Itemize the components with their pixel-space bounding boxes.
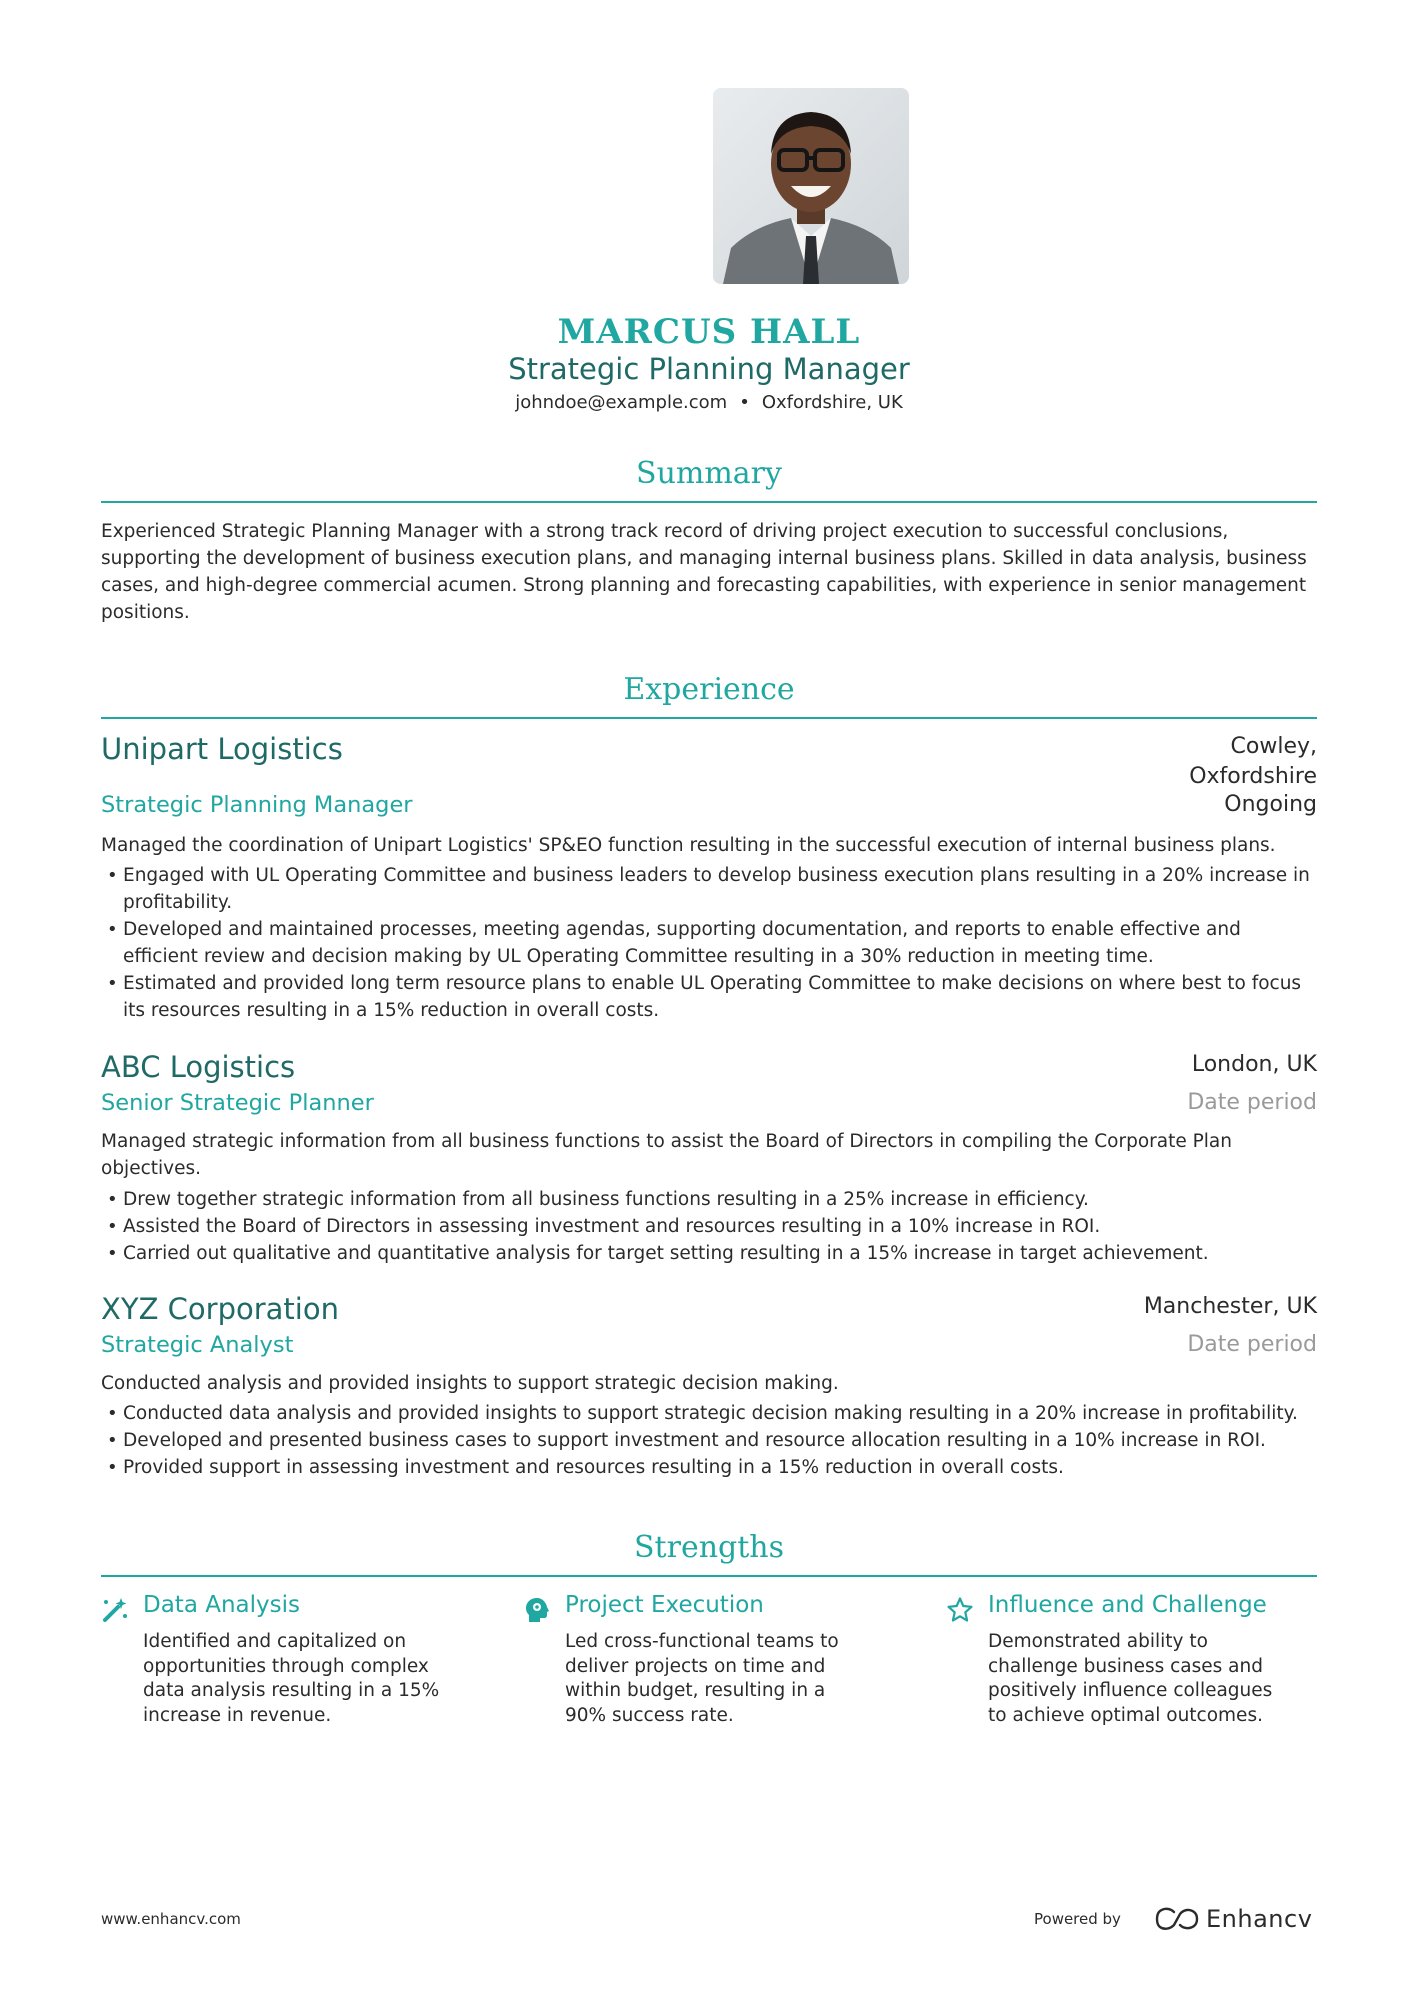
job-bullet: • Engaged with UL Operating Committee and business leaders to develop business execution plans resulting in a 20% increase in profitability. [101,862,1317,916]
job-description: Managed the coordination of Unipart Logistics' SP&EO function resulting in the successful execution of internal business plans. [101,835,1276,856]
experience-heading: Experience [101,672,1317,719]
company-name: Unipart Logistics [101,732,343,766]
strength-description: Identified and capitalized on opportunities through complex data analysis resulting in a 15% increase in revenue. [143,1631,440,1726]
job-bullets [101,862,1317,1024]
portrait-image [713,88,909,284]
job-description: Conducted analysis and provided insights to support strategic decision making. [101,1373,839,1394]
strengths-heading: Strengths [101,1530,1317,1577]
job-role: Strategic Analyst [101,1332,294,1358]
job-bullet: • Developed and maintained processes, meeting agendas, supporting documentation, and reports to enable effective and efficient review and decision making by UL Operating Committee resulting in a 30% reduction in meeting time. [101,916,1317,970]
job-bullet: • Assisted the Board of Directors in assessing investment and resources resulting in a 10% increase in ROI. [101,1213,1317,1240]
job-role: Strategic Planning Manager [101,792,413,818]
head-gear-icon [523,1596,551,1624]
job-location: London, UK [1191,1052,1317,1077]
job-bullet: • Carried out qualitative and quantitative analysis for target setting resulting in a 15% increase in target achievement. [101,1240,1317,1267]
strength-title: Data Analysis [143,1592,300,1618]
company-name: XYZ Corporation [101,1292,339,1326]
enhancv-brand-name: Enhancv [1206,1905,1313,1933]
job-location [1189,732,1317,792]
strength-title: Influence and Challenge [988,1592,1267,1618]
strength-title: Project Execution [565,1592,764,1618]
contact-line [101,392,1317,413]
job-bullet: • Developed and presented business cases to support investment and resource allocation resulting in a 10% increase in ROI. [101,1427,1317,1454]
job-location: Manchester, UK [1143,1294,1317,1319]
job-date: Date period [1187,1332,1317,1357]
job-bullet: • Conducted data analysis and provided insights to support strategic decision making resulting in a 20% increase in profitability. [101,1400,1317,1427]
footer-website-link[interactable]: www.enhancv.com [101,1910,241,1928]
enhancv-logo-icon [1154,1906,1200,1936]
job-description: Managed strategic information from all business functions to assist the Board of Directors in compiling the Corporate Plan objectives. [101,1131,1232,1179]
location-text: Oxfordshire, UK [761,392,903,413]
powered-by-text: Powered by [1034,1910,1121,1928]
strength-description: Led cross-functional teams to deliver projects on time and within budget, resulting in a 90% success rate. [565,1631,839,1726]
candidate-name: MARCUS HALL [557,312,861,352]
job-bullet: • Drew together strategic information from all business functions resulting in a 25% increase in efficiency. [101,1186,1317,1213]
job-date: Date period [1187,1090,1317,1115]
separator-dot: • [739,392,750,413]
job-bullets [101,1400,1317,1481]
strength-description: Demonstrated ability to challenge business cases and positively influence colleagues to achieve optimal outcomes. [988,1631,1273,1726]
job-date: Ongoing [1224,792,1317,817]
job-bullet: • Provided support in assessing investment and resources resulting in a 15% reduction in overall costs. [101,1454,1317,1481]
company-name: ABC Logistics [101,1050,296,1084]
job-role: Senior Strategic Planner [101,1090,374,1116]
star-icon [946,1596,974,1624]
candidate-title: Strategic Planning Manager [508,352,910,386]
email-text: johndoe@example.com [515,392,728,413]
job-location-line1: Cowley, [1230,734,1317,759]
profile-photo [713,88,909,284]
summary-heading: Summary [101,456,1317,503]
job-bullets [101,1186,1317,1267]
footer-branding[interactable] [1034,1902,1314,1936]
magic-wand-icon [101,1596,129,1624]
job-location-line2: Oxfordshire [1189,764,1317,789]
job-bullet: • Estimated and provided long term resource plans to enable UL Operating Committee to make decisions on where best to focus its resources resulting in a 15% reduction in overall costs. [101,970,1317,1024]
summary-text: Experienced Strategic Planning Manager with a strong track record of driving project execution to successful conclusions, supporting the development of business execution plans, and managing internal business plans. Skilled in data analysis, business cases, and high-degree commercial acumen. Strong planning and forecasting capabilities, with experience in senior management positions. [101,521,1307,623]
